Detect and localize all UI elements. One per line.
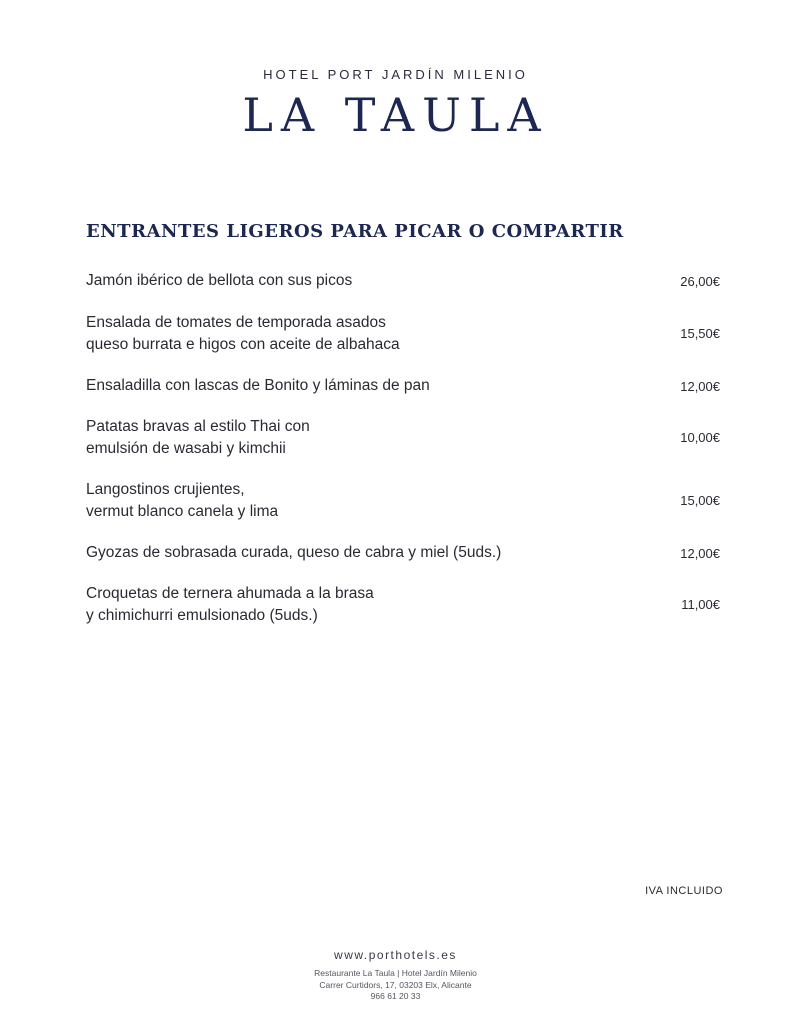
hotel-name: HOTEL PORT JARDÍN MILENIO [263,67,528,82]
menu-item-name-line: emulsión de wasabi y kimchii [86,440,286,457]
tax-note: IVA INCLUIDO [645,885,723,897]
menu-item-name [86,270,626,292]
section-title: ENTRANTES LIGEROS PARA PICAR O COMPARTIR [86,221,624,242]
menu-item-price: 10,00€ [680,430,720,445]
menu-item-name [86,583,626,627]
menu-item-name [86,375,626,397]
menu-item [86,542,720,564]
menu-item-name [86,416,626,460]
footer-phone: 966 61 20 33 [370,991,421,1001]
menu-item [86,375,720,397]
menu-item-price: 15,00€ [680,493,720,508]
menu-item-name-line: Ensaladilla con lascas de Bonito y láminas de pan [86,377,430,394]
menu-item-price: 11,00€ [681,597,720,612]
footer-address: Carrer Curtidors, 17, 03203 Elx, Alicante [319,979,472,990]
menu-item-price: 12,00€ [680,379,720,394]
menu-item-name-line: Gyozas de sobrasada curada, queso de cabra y miel (5uds.) [86,544,502,561]
menu-item-name-line: Patatas bravas al estilo Thai con [86,418,310,435]
menu-item-name-line: Croquetas de ternera ahumada a la brasa [86,585,374,602]
menu-item-name-line: Langostinos crujientes, [86,481,245,498]
menu-item [86,312,720,356]
menu-item-price: 26,00€ [680,274,720,289]
menu-item [86,583,720,627]
menu-item-name [86,479,626,523]
menu-item-name-line: Ensalada de tomates de temporada asados [86,314,386,331]
menu-item-name-line: Jamón ibérico de bellota con sus picos [86,272,353,289]
menu-item [86,270,720,292]
footer [0,948,791,1003]
menu-item-name-line: queso burrata e higos con aceite de albahaca [86,336,400,353]
footer-restaurant: Restaurante La Taula | Hotel Jardín Milenio [314,968,477,978]
restaurant-title: LA TAULA [242,88,549,142]
menu-item-name [86,312,626,356]
menu-item-price: 15,50€ [680,326,720,341]
menu-item [86,479,720,523]
menu-item-name-line: vermut blanco canela y lima [86,503,279,520]
website-link[interactable]: www.porthotels.es [334,948,457,962]
menu-item-price: 12,00€ [680,546,720,561]
menu-item [86,416,720,460]
menu-item-name [86,542,686,564]
menu-item-name-line: y chimichurri emulsionado (5uds.) [86,607,318,624]
